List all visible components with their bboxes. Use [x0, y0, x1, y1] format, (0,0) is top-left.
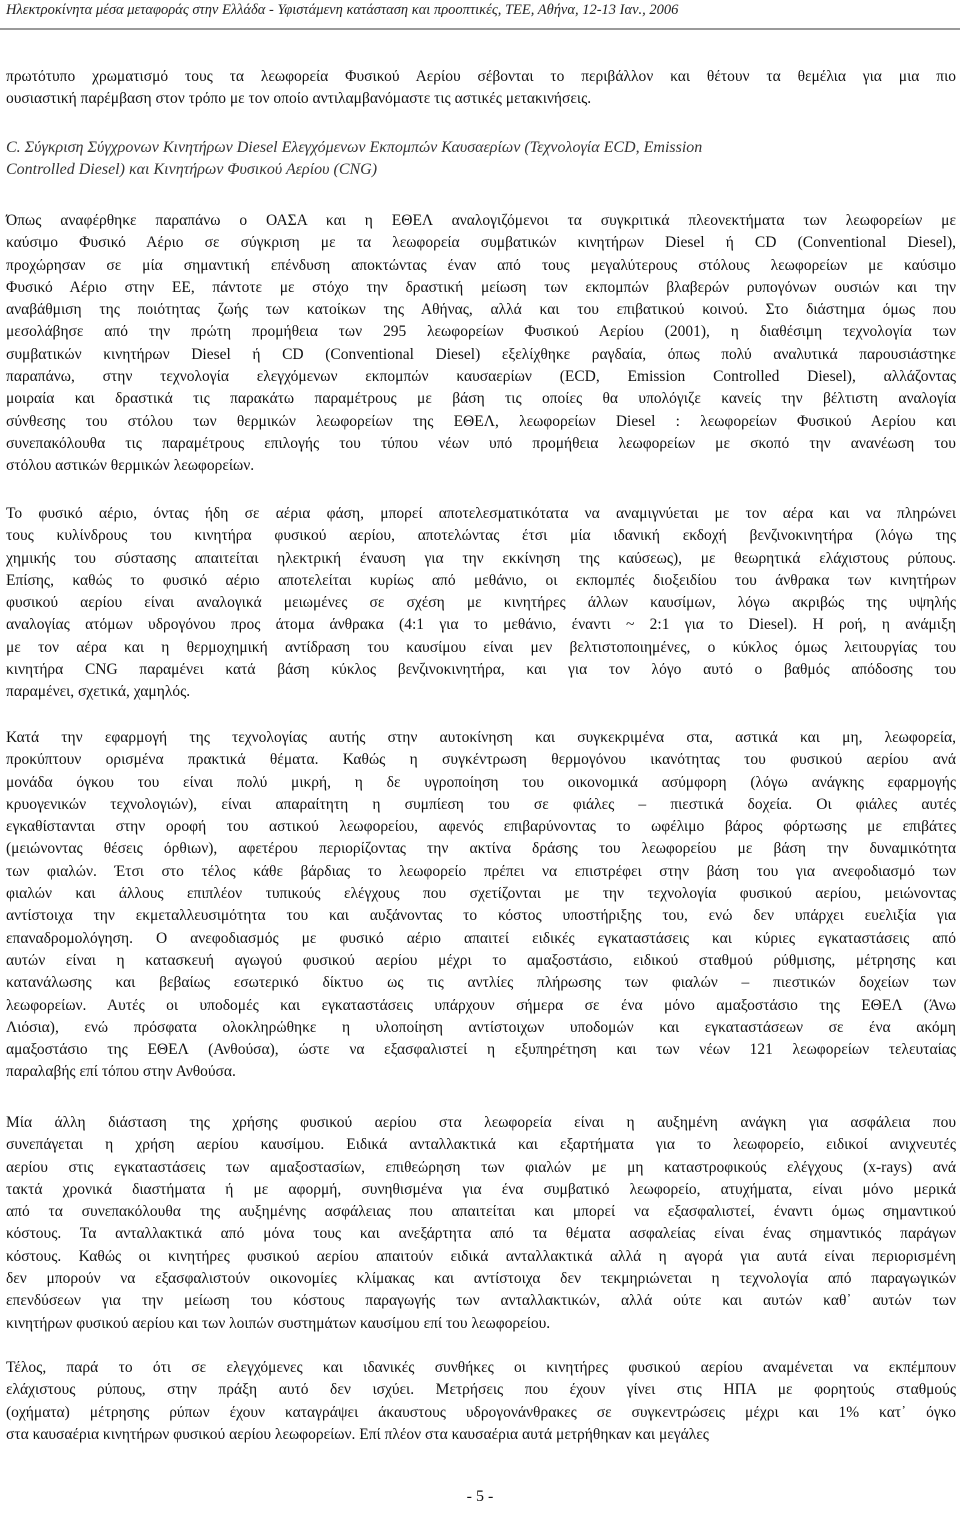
- text-line: ουσιαστική παρέμβαση στον τρόπο με τον οποίο αντιλαμβανόμαστε τις αστικές μετακινήσεις.: [6, 90, 592, 108]
- text-line: αμαξοστάσιο της ΕΘΕΛ (Ανθούσα), ώστε να εξασφαλιστεί η εξυπηρέτηση και των νέων 121 λεωφορείων τελευταίας: [6, 1041, 956, 1059]
- text-line: προκύπτουν ορισμένα πρακτικά θέματα. Καθώς η συγκέντρωση θερμογόνου ικανότητας του φυσικού αερίου ανά: [6, 751, 956, 769]
- text-line: παραμένει, σχετικά, χαμηλός.: [6, 683, 191, 701]
- text-line: εγκαθίστανται στην οροφή του αστικού λεωφορείου, αφενός επιβαρύνοντας το ωφέλιμο βάρος φόρτωσης με επιβάτες: [6, 818, 956, 836]
- text-line: επαναδρομολόγηση. Ο ανεφοδιασμός με φυσικό αέριο απαιτεί ειδικές εγκαταστάσεις και κύριες εγκαταστάσεις από: [6, 929, 956, 947]
- text-line: Φυσικό Αέριο στην ΕΕ, πάντοτε με στόχο την δραστική μείωση των εκπομπών βλαβερών ρυπογόνων ουσιών και την: [6, 278, 956, 296]
- paragraph-1: [6, 210, 956, 478]
- text-line: Λιόσια), ενώ πρόσφατα ολοκληρώθηκε η υλοποίηση αντίστοιχων υποδομών και εγκαταστάσεων σε ένα ακόμη: [6, 1018, 956, 1036]
- text-line: ελάχιστους ρύπους, στην πράξη αυτό δεν ισχύει. Μετρήσεις που έχουν γίνει στις ΗΠΑ με φορητούς σταθμούς: [6, 1381, 956, 1399]
- text-line: σύνθεσης του στόλου των θερμικών λεωφορείων της ΕΘΕΛ, λεωφορείων Diesel : λεωφορείων Φυσικού Αερίου και: [6, 412, 956, 430]
- text-line: μεσολάβησε από την πρώτη προμήθεια των 295 λεωφορείων Φυσικού Αερίου (2001), η διαθέσιμη τεχνολογία των: [6, 323, 956, 341]
- text-line: αντίστοιχα την εκμεταλλευσιμότητα του και αυξάνοντας το κόστος υποστήριξης του, ενώ δεν υπάρχει ευελιξία για: [6, 907, 956, 925]
- paragraph-4: [6, 1112, 956, 1335]
- text-line: κόστους. Τα ανταλλακτικά από μόνα τους και ανεξάρτητα από τα θέματα ασφαλείας είναι ένας σημαντικός παράγων: [6, 1225, 956, 1243]
- text-line: αναβάθμιση της ποιότητας ζωής των κατοίκων της Αθήνας, αλλά και του επιβατικού κοινού. Στο διάστημα όμως που: [6, 301, 956, 319]
- text-line: αναλογίας ατόμων υδρογόνου προς άτομα άνθρακα (4:1 για το μεθάνιο, έναντι ~ 2:1 για το Diesel). Η ροή, η ανάμιξη: [6, 616, 956, 634]
- text-line: παραλαβής επί τόπου στην Ανθούσα.: [6, 1063, 236, 1081]
- intro-paragraph: [6, 66, 956, 111]
- text-line: από τα συνεπακόλουθα της αυξημένης ασφάλειας που απαιτείται και μπορεί να εξασφαλιστεί, έναντι όμως σημαντικού: [6, 1203, 956, 1221]
- text-line: χημικής του σύστασης απαιτείται ηλεκτρική έναυση για την εκκίνηση της καύσεως), με θεωρητικά ελάχιστους ρύπους.: [6, 549, 956, 567]
- text-line: λεωφορείων. Αυτές οι υποδομές και εγκαταστάσεις υπάρχουν σήμερα σε ένα μόνο αμαξοστάσιο της ΕΘΕΛ (Άνω: [6, 996, 956, 1014]
- paragraph-3: [6, 727, 956, 1084]
- text-line: των φιαλών. Έτσι στο τέλος κάθε βάρδιας το λεωφορείο πρέπει να επιστρέφει στην βάση του για ανεφοδιασμό των: [6, 862, 956, 880]
- text-line: φιαλών και άλλους επιπλέον τυπικούς ελέγχους που σχετίζονται με την τεχνολογία φυσικού αερίου, μειώνοντας: [6, 885, 956, 903]
- text-line: Όπως αναφέρθηκε παραπάνω ο ΟΑΣΑ και η ΕΘΕΛ αναλογιζόμενοι τα συγκριτικά πλεονεκτήματα των λεωφορείων με: [6, 212, 956, 229]
- text-line: αυτών είναι η κατασκευή αγωγού φυσικού αερίου μέχρι το αμαξοστάσιο, ειδικού σταθμού ρύθμισης, μέτρησης και: [6, 951, 956, 969]
- text-line: στόλου αστικών θερμικών λεωφορείων.: [6, 457, 255, 475]
- paragraph-5: [6, 1357, 956, 1446]
- text-line: κρυογενικών τεχνολογιών), είναι απαραίτητη η συμπίεση του σε φιάλες – πιεστικά δοχεία. Οι φιάλες αυτές: [6, 795, 956, 813]
- text-line: C. Σύγκριση Σύγχρονων Κινητήρων Diesel Ελεγχόμενων Εκπομπών Καυσαερίων (Τεχνολογία ECD, Emission: [6, 139, 703, 156]
- text-line: κινητήρα CNG παραμένει κατά βάση κύκλος βενζινοκινητήρα, και για τον λόγο αυτό ο βαθμός απόδοσης του: [6, 661, 956, 679]
- text-line: μοιραία και δραστικά τις παρακάτω παραμέτρους με βάση τις οποίες θα υπολόγιζε κανείς την βέλτιστη αναλογία: [6, 390, 956, 408]
- text-line: φυσικού αερίου είναι αναλογικά μειωμένες σε σχέση με κινητήρες άλλων καυσίμων, λόγω ακριβώς της υψηλής: [6, 594, 956, 612]
- page-number: - 5 -: [466, 1488, 494, 1505]
- text-line: κατανάλωσης και βεβαίως εσωτερικό δίκτυο ως τις αντλίες πλήρωσης των φιαλών – πιεστικών δοχείων των: [6, 974, 956, 992]
- text-line: μονάδα όγκου του είναι πολύ μικρή, η δε υγροποίηση του οικονομικά ασύμφορη (λόγω ανάγκης εφαρμογής: [6, 773, 956, 791]
- text-line: παραπάνω, στην τεχνολογία ελεγχόμενων εκπομπών καυσαερίων (ECD, Emission Controlled Diesel), αλλάζοντας: [6, 368, 956, 386]
- text-line: Controlled Diesel) και Κινητήρων Φυσικού Αερίου (CNG): [6, 161, 378, 178]
- text-line: συνεπάγεται η χρήση αερίου καυσίμου. Ειδικά ανταλλακτικά και εξαρτήματα για το λεωφορείο, ειδικοί ανιχνευτές: [6, 1136, 956, 1154]
- text-line: προχώρησαν σε μία σημαντική επένδυση αποκτώντας έναν από τους μεγαλύτερους στόλους λεωφορείων με καύσιμο: [6, 256, 956, 274]
- paragraph-2: [6, 503, 956, 704]
- text-line: τους κυλίνδρους του κινητήρα φυσικού αερίου, αποτελώντας έτσι μία ιδανική εκδοχή βενζινοκινητήρα (λόγω της: [6, 527, 956, 545]
- text-line: αερίου στις εγκαταστάσεις των αμαξοστασίων, επιθεώρηση των φιαλών με μη καταστροφικούς ελέγχους (x-rays) ανά: [6, 1158, 956, 1176]
- text-line: κόστους. Καθώς οι κινητήρες φυσικού αερίου απαιτούν ειδικά ανταλλακτικά αλλά η αγορά για αυτά είναι περιορισμένη: [6, 1247, 956, 1265]
- text-line: κινητήρων φυσικού αερίου και των λοιπών συστημάτων καυσίμου επί του λεωφορείου.: [6, 1314, 551, 1332]
- text-line: με τον αέρα και η θερμοχημική αντίδραση του καυσίμου είναι μεν βελτιστοποιημένες, ο κύκλος όμως λειτουργίας του: [6, 638, 956, 656]
- text-line: Κατά την εφαρμογή της τεχνολογίας αυτής στην αυτοκίνηση και συγκεκριμένα στα, αστικά και μη, λεωφορεία,: [6, 729, 956, 746]
- text-line: Μία άλλη διάσταση της χρήσης φυσικού αερίου στα λεωφορεία είναι η αυξημένη ανάγκη για ασφάλεια που: [6, 1114, 956, 1131]
- text-line: πρωτότυπο χρωματισμό τους τα λεωφορεία Φυσικού Αερίου σέβονται το περιβάλλον και θέτουν τα θεμέλια για μια πιο: [6, 68, 956, 85]
- text-line: συνεπακόλουθα τις παραμέτρους επιλογής του τύπου νέων υπό προμήθεια λεωφορείων με σκοπό την ανανέωση του: [6, 434, 956, 452]
- text-line: επενδύσεων για την μείωση του κόστους παραγωγής των ανταλλακτικών, αλλά ούτε και αυτών καθ᾽ αυτών των: [6, 1292, 956, 1310]
- text-line: στα καυσαέρια κινητήρων φυσικού αερίου λεωφορείων. Επί πλέον στα καυσαέρια αυτά μετρήθηκαν και μεγάλες: [6, 1425, 709, 1443]
- text-line: (οχήματα) μέτρησης ρύπων έχουν καταγράψει άκαυστους υδρογονάνθρακες σε συγκεντρώσεις μέχρι και 1% κατ᾽ όγκο: [6, 1403, 956, 1421]
- text-line: δεν μπορούν να εξασφαλιστούν οικονομίες κλίμακας και αντίστοιχα δεν τεκμηριώνεται η τεχνολογία από παραγωγικών: [6, 1270, 956, 1288]
- running-header: Ηλεκτροκίνητα μέσα μεταφοράς στην Ελλάδα - Υφιστάμενη κατάσταση και προοπτικές, ΤΕΕ, Αθήνα, 12-13 Ιαν., 2006: [0, 0, 960, 30]
- text-line: καύσιμο Φυσικό Αέριο σε σύγκριση με τα λεωφορεία συμβατικών κινητήρων Diesel ή CD (Conventional Diesel),: [6, 234, 956, 252]
- text-line: Τέλος, παρά το ότι σε ελεγχόμενες και ιδανικές συνθήκες οι κινητήρες φυσικού αερίου αναμένεται να εκπέμπουν: [6, 1359, 956, 1376]
- text-line: Επίσης, καθώς το φυσικό αέριο αποτελείται κυρίως από μεθάνιο, οι εκπομπές διοξειδίου του άνθρακα των κινητήρων: [6, 571, 956, 589]
- text-line: συμβατικών κινητήρων Diesel ή CD (Conventional Diesel) εξελίχθηκε ραγδαία, όπως πολύ αναλυτικά παρουσιάστηκε: [6, 345, 956, 363]
- text-line: (μειώνοντας θέσεις όρθιων), αφετέρου περιορίζοντας την ακτίνα δράσης του λεωφορείου με βάση την δυναμικότητα: [6, 840, 956, 858]
- text-line: Το φυσικό αέριο, όντας ήδη σε αέρια φάση, μπορεί αποτελεσματικότατα να αναμιγνύεται με τον αέρα και να πληρώνει: [6, 505, 956, 522]
- text-line: τακτά χρονικά διαστήματα ή με αφορμή, συνηθισμένα για ένα συμβατικό λεωφορείο, ατυχήματα, είναι μόνο μερικά: [6, 1180, 956, 1198]
- section-heading: [6, 137, 956, 181]
